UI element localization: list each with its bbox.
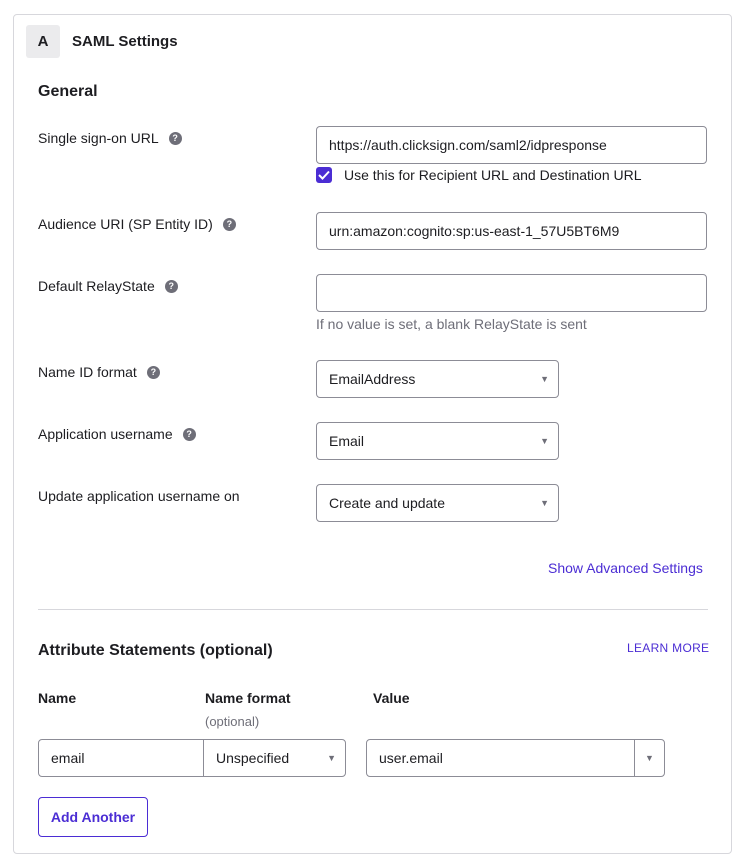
step-title: SAML Settings: [72, 33, 178, 50]
sso-url-label: [38, 130, 182, 146]
attribute-value-input[interactable]: [366, 739, 635, 777]
relay-state-hint: If no value is set, a blank RelayState is sent: [316, 316, 587, 332]
audience-uri-label-text: Audience URI (SP Entity ID): [38, 216, 213, 232]
app-username-select[interactable]: [316, 422, 559, 460]
app-username-label: [38, 426, 196, 442]
add-another-button[interactable]: Add Another: [38, 797, 148, 837]
sso-url-label-text: Single sign-on URL: [38, 130, 159, 146]
audience-uri-label: [38, 216, 236, 232]
attribute-value-dropdown-button[interactable]: [634, 739, 665, 777]
audience-uri-input[interactable]: [316, 212, 707, 250]
section-divider: [38, 609, 708, 610]
attribute-name-input[interactable]: [38, 739, 204, 777]
attribute-name-value: email: [51, 750, 85, 766]
column-header-name-format: Name format: [205, 690, 291, 706]
checkmark-icon: [318, 170, 330, 180]
name-id-format-label: [38, 364, 160, 380]
relay-state-label: [38, 278, 178, 294]
name-id-format-label-text: Name ID format: [38, 364, 137, 380]
update-username-value: Create and update: [329, 495, 445, 511]
attribute-name-format-value: Unspecified: [216, 750, 290, 766]
app-username-value: Email: [329, 433, 365, 449]
recipient-destination-checkbox[interactable]: [316, 167, 332, 183]
relay-state-input[interactable]: [316, 274, 707, 312]
caret-down-icon: ▼: [540, 498, 549, 508]
step-badge: A: [26, 25, 60, 58]
recipient-destination-checkbox-label: Use this for Recipient URL and Destination URL: [344, 167, 642, 183]
column-header-value: Value: [373, 690, 410, 706]
relay-state-label-text: Default RelayState: [38, 278, 155, 294]
update-username-select[interactable]: [316, 484, 559, 522]
sso-url-input[interactable]: [316, 126, 707, 164]
general-section-title: General: [38, 83, 98, 100]
attribute-value-value: user.email: [379, 750, 443, 766]
column-header-name-format-optional: (optional): [205, 714, 260, 729]
caret-down-icon: ▼: [645, 753, 654, 763]
show-advanced-settings-link[interactable]: Show Advanced Settings: [548, 560, 703, 576]
help-icon[interactable]: ?: [223, 218, 236, 231]
attribute-name-format-select[interactable]: [203, 739, 346, 777]
caret-down-icon: ▼: [327, 753, 336, 763]
help-icon[interactable]: ?: [183, 428, 196, 441]
help-icon[interactable]: ?: [147, 366, 160, 379]
recipient-destination-checkbox-row[interactable]: [316, 167, 642, 183]
learn-more-link[interactable]: LEARN MORE: [627, 641, 710, 655]
column-header-name: Name: [38, 690, 77, 706]
update-username-label-text: Update application username on: [38, 488, 240, 504]
help-icon[interactable]: ?: [169, 132, 182, 145]
name-id-format-value: EmailAddress: [329, 371, 416, 387]
caret-down-icon: ▼: [540, 374, 549, 384]
attribute-statements-title: Attribute Statements (optional): [38, 642, 273, 659]
caret-down-icon: ▼: [540, 436, 549, 446]
help-icon[interactable]: ?: [165, 280, 178, 293]
name-id-format-select[interactable]: [316, 360, 559, 398]
app-username-label-text: Application username: [38, 426, 173, 442]
update-username-label: [38, 488, 240, 504]
